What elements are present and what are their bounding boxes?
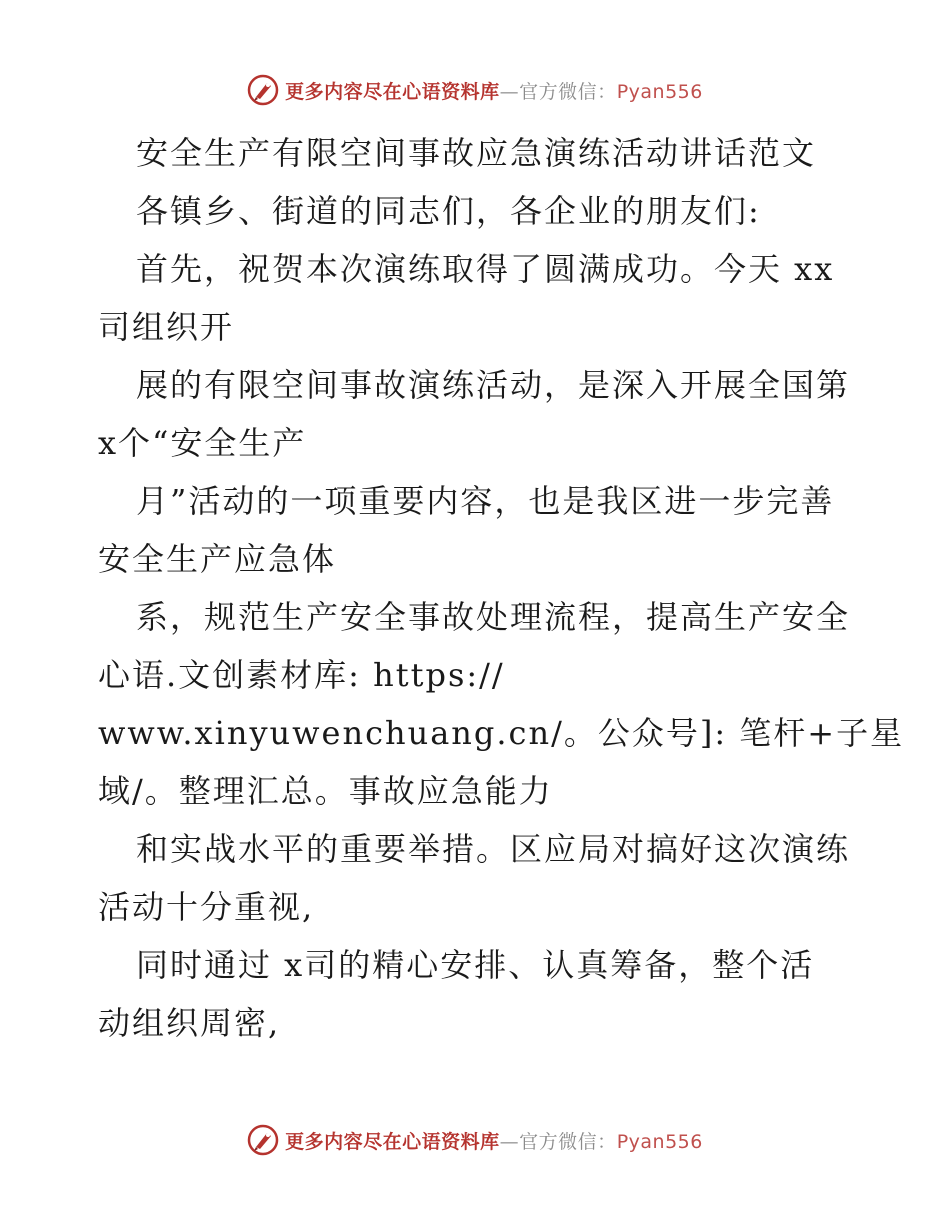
header-banner-text [285,77,703,104]
pen-logo-icon [247,74,279,106]
footer-banner [0,1122,950,1158]
banner-lead-text: 更多内容尽在心语资料库 [285,80,500,103]
banner-dash: — [499,1130,520,1153]
pen-logo-icon [247,1124,279,1156]
body-line: 心语.文创素材库: https:// [98,656,505,694]
body-line: 同时通过 x司的精心安排、认真筹备，整个活 [136,946,815,984]
body-line: www.xinyuwenchuang.cn/。公众号]: 笔杆+子星 [98,714,905,752]
body-line: 动组织周密, [98,1004,281,1042]
salutation-line: 各镇乡、街道的同志们，各企业的朋友们: [136,192,761,230]
body-line: 域/。整理汇总。事故应急能力 [98,772,553,810]
body-line: 首先，祝贺本次演练取得了圆满成功。今天 xx [136,250,835,288]
body-line: 月”活动的一项重要内容，也是我区进一步完善 [136,482,835,520]
banner-dash: — [499,80,520,103]
footer-banner-content [247,1124,703,1156]
body-line: 司组织开 [98,308,235,346]
banner-wechat-label: 官方微信： [519,1130,617,1153]
body-line: 展的有限空间事故演练活动，是深入开展全国第 [136,366,851,404]
body-line: x个“安全生产 [98,424,307,462]
banner-wechat-label: 官方微信： [519,80,617,103]
footer-banner-text [285,1127,703,1154]
body-line: 系，规范生产安全事故处理流程，提高生产安全 [136,598,851,636]
banner-wechat-id: Pyan556 [616,80,703,103]
header-banner-content [247,74,703,106]
body-line: 安全生产应急体 [98,540,337,578]
document-body [98,124,905,1052]
banner-wechat-id: Pyan556 [616,1130,703,1153]
banner-lead-text: 更多内容尽在心语资料库 [285,1130,500,1153]
document-title: 安全生产有限空间事故应急演练活动讲话范文 [136,134,817,172]
body-line: 和实战水平的重要举措。区应局对搞好这次演练 [136,830,851,868]
header-banner [0,72,950,108]
body-line: 活动十分重视, [98,888,315,926]
